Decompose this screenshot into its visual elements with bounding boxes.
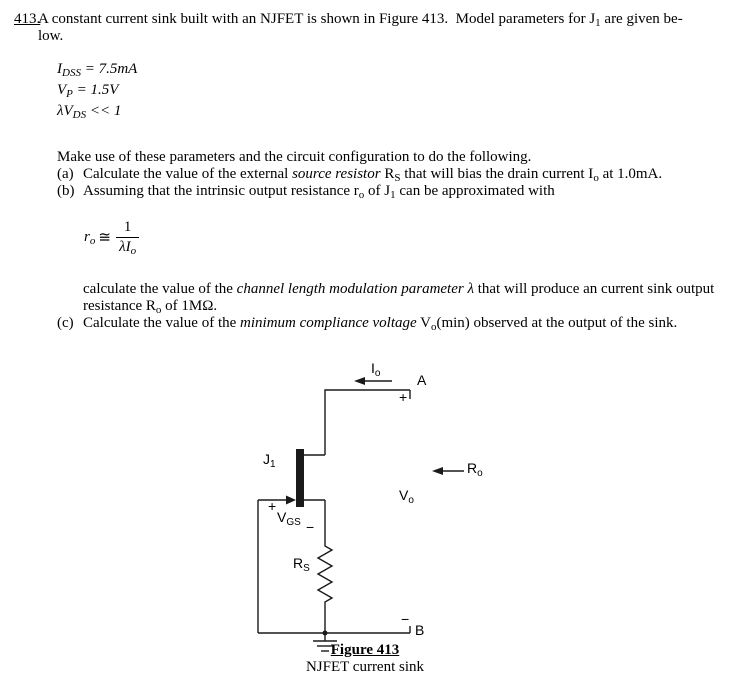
figure-caption-title: Figure 413	[330, 642, 400, 658]
fraction-numerator: 1	[116, 219, 140, 238]
subscript: o	[593, 172, 599, 184]
item-b-label: (b)	[57, 183, 75, 199]
problem-number: 413.	[14, 11, 41, 27]
approx-equal-sign: ≅	[98, 230, 111, 246]
label-vo	[399, 487, 414, 506]
subscript: o	[374, 368, 381, 379]
label-vgs	[277, 509, 301, 528]
subscript: o	[130, 245, 137, 257]
text-run: at 1.0mA.	[598, 166, 663, 182]
value-text: = 7.5mA	[80, 61, 138, 77]
symbol-base: R	[467, 460, 478, 476]
label-terminal-b: B	[415, 622, 425, 638]
subscript: o	[358, 189, 365, 201]
text-run: are given be-	[600, 11, 683, 27]
emphasized-text: channel length modulation parameter	[236, 281, 464, 297]
text-run: resistance R	[83, 298, 156, 314]
text-run: that will produce an current sink output	[473, 281, 715, 297]
label-j1	[263, 451, 276, 470]
item-a-label: (a)	[57, 166, 74, 182]
subscript: o	[155, 304, 162, 316]
subscript: S	[394, 172, 401, 184]
value-text: << 1	[86, 103, 122, 119]
io-arrowhead-icon	[354, 377, 365, 385]
text-run: that will bias the drain current I	[400, 166, 594, 182]
symbol-base: I	[57, 61, 62, 77]
item-c-label: (c)	[57, 315, 74, 331]
subscript: 1	[270, 459, 276, 470]
symbol-base: R	[293, 555, 304, 571]
value-text: = 1.5V	[72, 82, 119, 98]
minus-sign-bottom: −	[401, 611, 410, 627]
junction-dot	[323, 631, 328, 636]
emphasized-text: minimum compliance voltage	[240, 315, 417, 331]
text-run: V	[416, 315, 431, 331]
label-terminal-a: A	[417, 372, 427, 388]
symbol-base: V	[399, 487, 409, 503]
symbol-base: I	[371, 360, 375, 376]
text-run: R	[380, 166, 395, 182]
subscript: DSS	[62, 67, 81, 79]
subscript: P	[66, 88, 73, 100]
symbol-base: r	[84, 229, 90, 245]
plus-sign-top: +	[399, 389, 408, 405]
text-run: of 1MΩ.	[161, 298, 218, 314]
vgs-plus-sign: +	[268, 498, 277, 514]
label-ro	[467, 460, 483, 479]
subscript: o	[477, 468, 483, 479]
subscript: 1	[390, 189, 396, 201]
subscript: 1	[595, 17, 601, 29]
emphasized-text: source resistor	[292, 166, 381, 182]
symbol-base: λV	[57, 103, 73, 119]
problem-statement-line2: low.	[38, 28, 64, 44]
symbol-base: V	[57, 82, 67, 98]
lambda-symbol: λ	[467, 281, 474, 297]
text-run: Calculate the value of the external	[83, 166, 293, 182]
subscript: o	[408, 495, 414, 506]
symbol-base: J	[263, 451, 270, 467]
ro-arrowhead-icon	[432, 467, 443, 475]
text-run: can be approximated with	[395, 183, 555, 199]
intro-text: Make use of these parameters and the circuit configuration to do the following.	[57, 149, 532, 165]
subscript: DS	[72, 109, 87, 121]
subscript: o	[89, 235, 96, 247]
symbol-base: V	[277, 509, 287, 525]
label-rs	[293, 555, 310, 574]
text-run: Calculate the value of the	[83, 315, 241, 331]
label-io	[371, 360, 381, 379]
subscript: o	[430, 321, 437, 333]
subscript: GS	[286, 517, 301, 528]
subscript: S	[303, 563, 310, 574]
text-run: A constant current sink built with an NJFET is shown in Figure 413. Model parameters for J	[38, 11, 596, 27]
text-run: of J	[364, 183, 391, 199]
text-run: (min) observed at the output of the sink.	[436, 315, 678, 331]
symbol-base: λI	[119, 239, 131, 255]
text-run: Assuming that the intrinsic output resistance r	[83, 183, 359, 199]
vgs-minus-sign: −	[306, 519, 315, 535]
jfet-channel-bar	[296, 449, 304, 507]
text-run: calculate the value of the	[83, 281, 237, 297]
figure-caption-subtitle: NJFET current sink	[305, 659, 425, 675]
jfet-gate-arrow-icon	[286, 496, 296, 505]
